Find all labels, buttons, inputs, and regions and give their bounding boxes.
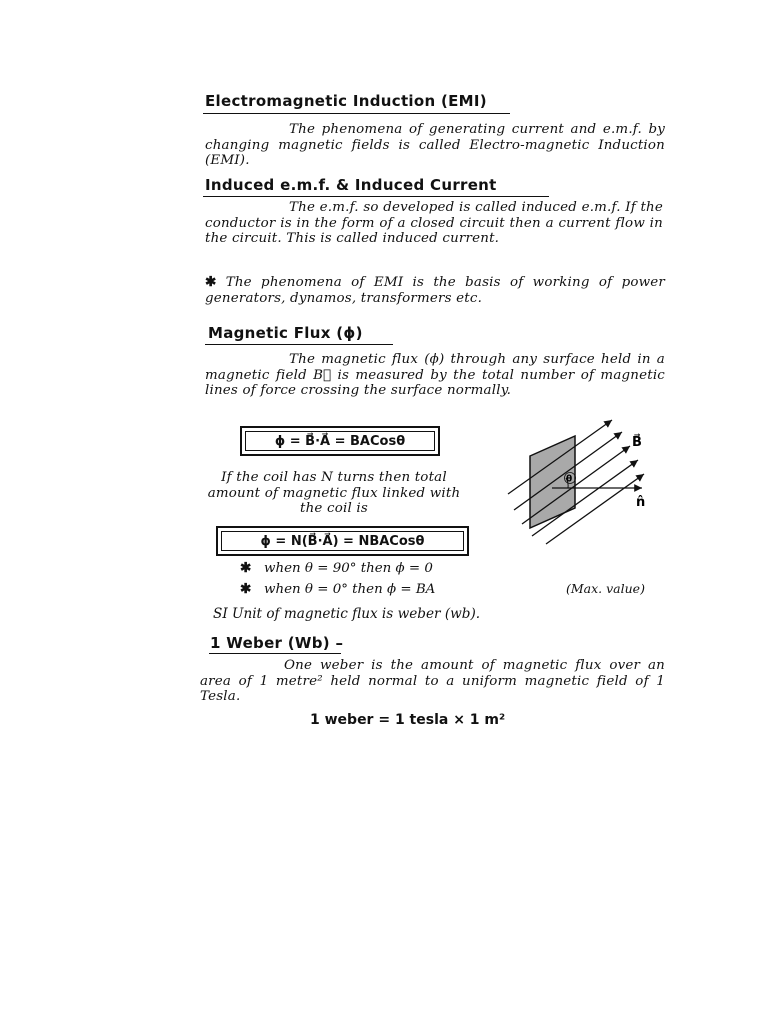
heading-underline: [203, 196, 549, 197]
case-theta-0-text: when θ = 0° then ϕ = BA: [264, 582, 436, 597]
paragraph-flux-text: The magnetic flux (ϕ) through any surface held in a magnetic field B⃗ is measured by the total number of magnetic lines of force crossing the surface normally.: [205, 352, 665, 398]
max-value-note: (Max. value): [566, 581, 645, 596]
heading-induced: Induced e.m.f. & Induced Current: [205, 176, 497, 194]
note-emi-basis: [205, 275, 665, 306]
formula-box-flux: [240, 426, 440, 456]
star-bullet: ✱: [205, 274, 217, 290]
formula-box-coil: [216, 526, 469, 556]
formula-flux: ϕ = B⃗·A⃗ = BACosθ: [274, 433, 406, 449]
paragraph-emi-text: The phenomena of generating current and e.m.f. by changing magnetic fields is called Electro-magnetic Induction (EMI).: [205, 122, 665, 168]
heading-underline: [205, 344, 393, 345]
flux-diagram: [500, 418, 670, 548]
paragraph-induced-text: The e.m.f. so developed is called induced e.m.f. If the conductor is in the form of a closed circuit then a current flow in the circuit. This is called induced current.: [205, 200, 663, 246]
heading-underline: [203, 113, 510, 114]
si-unit-line: SI Unit of magnetic flux is weber (wb).: [213, 606, 481, 622]
formula-weber: 1 weber = 1 tesla × 1 m²: [310, 712, 506, 728]
note-emi-basis-text: The phenomena of EMI is the basis of working of power generators, dynamos, transformers etc.: [205, 275, 665, 306]
field-lines: [508, 420, 644, 544]
paragraph-coil: If the coil has N turns then total amount of magnetic flux linked with the coil is: [207, 470, 461, 516]
case-theta-90-text: when θ = 90° then ϕ = 0: [264, 561, 433, 576]
normal-label: n̂: [636, 495, 646, 510]
paragraph-flux: [205, 352, 665, 399]
star-bullet: ✱: [240, 560, 252, 576]
case-theta-90: [240, 560, 433, 576]
heading-underline: [209, 653, 341, 654]
paragraph-emi: [205, 122, 665, 169]
paragraph-weber-text: One weber is the amount of magnetic flux over an area of 1 metre² held normal to a uniform magnetic field of 1 Tesla.: [200, 658, 665, 704]
formula-coil: ϕ = N(B⃗·A⃗) = NBACosθ: [260, 533, 425, 549]
star-bullet: ✱: [240, 581, 252, 597]
case-theta-0: [240, 581, 435, 597]
angle-label: θ: [566, 474, 573, 485]
heading-flux: Magnetic Flux (ϕ): [208, 324, 363, 342]
paragraph-weber: [200, 658, 665, 705]
heading-emi: Electromagnetic Induction (EMI): [205, 92, 487, 110]
paragraph-induced: [205, 200, 663, 247]
heading-weber: 1 Weber (Wb) –: [210, 634, 344, 652]
field-label: B⃗: [632, 435, 642, 450]
